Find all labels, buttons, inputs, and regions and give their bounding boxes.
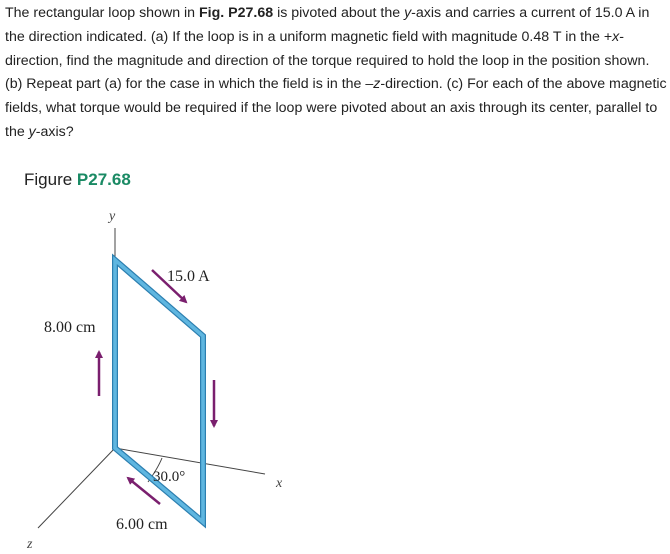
axis-x-label: x	[276, 476, 283, 491]
figure-caption-prefix: Figure	[24, 170, 73, 189]
axis-z-mention: z	[373, 76, 381, 93]
width-label: 6.00 cm	[116, 516, 168, 533]
axis-z-label: z	[27, 537, 33, 552]
problem-text-part-1: The rectangular loop shown in	[5, 5, 200, 21]
problem-text-part-3: -axis and carries a current of 15.0 A in the direction indicated. (a) If the loop is in a uniform magnetic field with magnitude 0.48 T in the +	[5, 5, 650, 45]
problem-text-part-5: -direction. (c) For each of the above magnetic fields, what torque would be required if the loop were pivoted about an axis through its center, parallel to the	[5, 76, 667, 140]
current-label: 15.0 A	[167, 268, 210, 285]
figure-reference: Fig. P27.68	[199, 5, 274, 21]
height-label: 8.00 cm	[44, 319, 96, 336]
problem-text-part-6: -axis?	[35, 123, 74, 140]
problem-text-part-2: is pivoted about the	[273, 5, 405, 21]
axis-x-mention: x	[612, 28, 620, 45]
figure-caption-number: P27.68	[76, 170, 131, 189]
axis-y-mention: y	[404, 5, 412, 21]
z-axis-line	[38, 448, 115, 528]
axis-y-label: y	[109, 209, 116, 224]
angle-label: 30.0°	[153, 469, 186, 485]
problem-text-part-4: -direction, find the magnitude and direction of the torque required to hold the loop in the position shown. (b) Repeat part (a) for the case in which the field is in the –	[5, 28, 650, 93]
axis-y-mention-2: y	[28, 123, 36, 140]
